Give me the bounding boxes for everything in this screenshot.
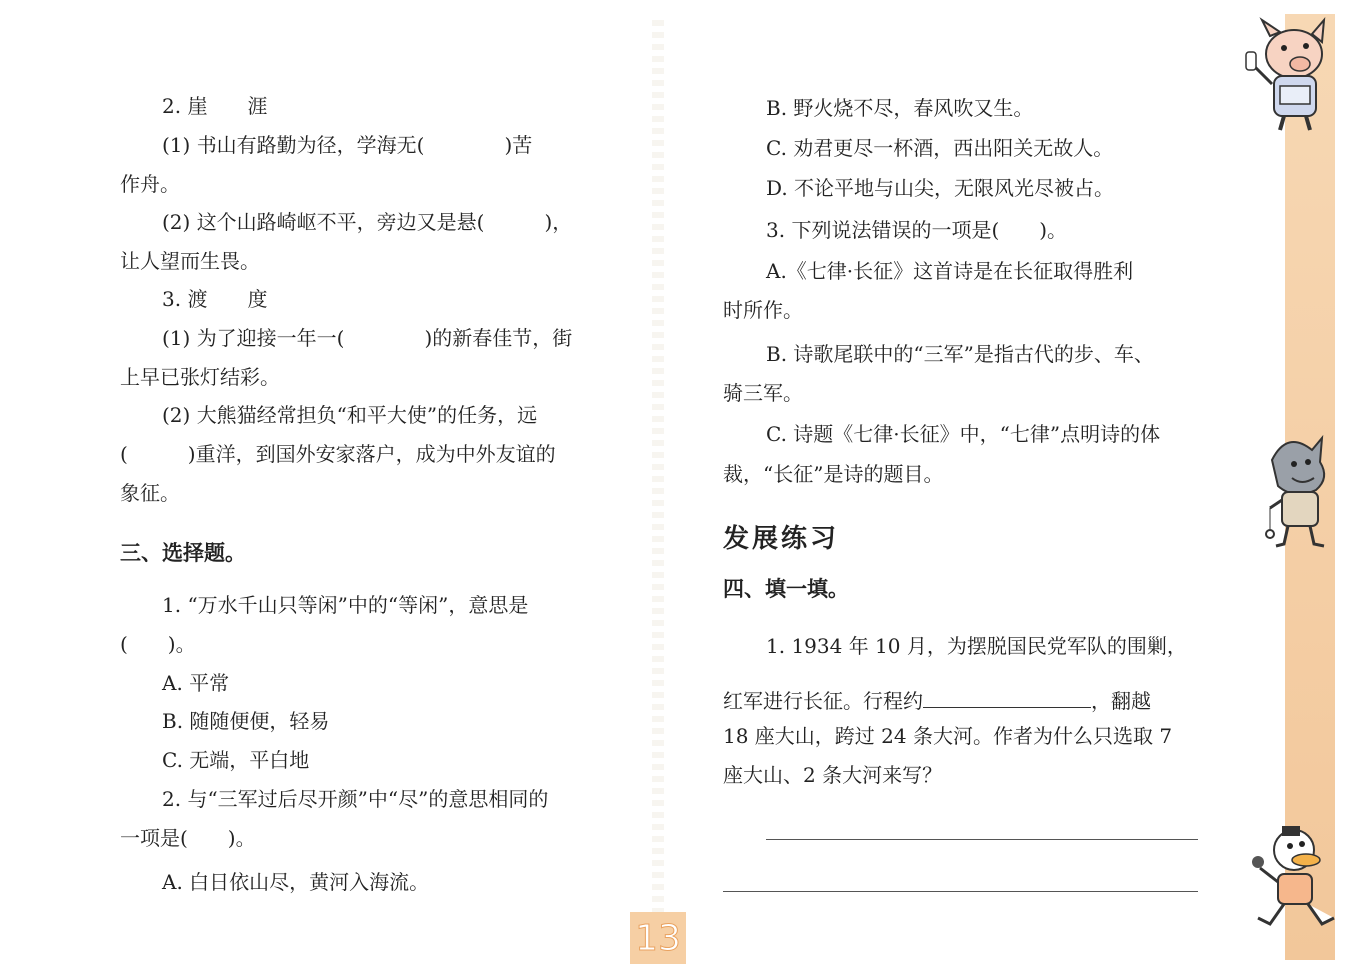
development-practice-title: 发展练习 xyxy=(723,524,840,554)
q3-option-a: A.《七律·长征》这首诗是在长征取得胜利 xyxy=(766,259,1134,283)
q2-stem-cont: 一项是( )。 xyxy=(120,826,256,850)
q1-option-c: C. 无端，平白地 xyxy=(162,748,310,772)
sentence-3-1: (1) 为了迎接一年一( )的新春佳节，街 xyxy=(162,326,573,350)
distance-blank[interactable] xyxy=(923,687,1091,708)
section-4-heading: 四、填一填。 xyxy=(723,577,849,601)
sentence-3-2-end: 象征。 xyxy=(120,481,180,505)
q1-answer-blank: ( )。 xyxy=(120,632,196,656)
sentence-3-2: (2) 大熊猫经常担负“和平大使”的任务，远 xyxy=(162,403,538,427)
q3-option-b: B. 诗歌尾联中的“三军”是指古代的步、车、 xyxy=(766,342,1154,366)
sentence-3-2-cont: ( )重洋，到国外安家落户，成为中外友谊的 xyxy=(120,442,556,466)
pig-mascot-icon xyxy=(1232,14,1342,134)
sentence-2-2: (2) 这个山路崎岖不平，旁边又是悬( )， xyxy=(162,210,573,234)
duck-mascot-icon xyxy=(1232,820,1342,940)
q1-option-b: B. 随随便便，轻易 xyxy=(162,709,330,733)
sentence-2-2-cont: 让人望而生畏。 xyxy=(120,249,260,273)
q3-option-b-cont: 骑三军。 xyxy=(723,381,803,405)
answer-line-2[interactable] xyxy=(723,891,1198,892)
q3-option-c: C. 诗题《七律·长征》中，“七律”点明诗的体 xyxy=(766,422,1161,446)
q3-option-a-cont: 时所作。 xyxy=(723,298,803,322)
answer-line-1[interactable] xyxy=(766,839,1198,840)
fill-q1-text-before: 红军进行长征。行程约 xyxy=(723,689,923,713)
fill-q1-line3: 18 座大山，跨过 24 条大河。作者为什么只选取 7 xyxy=(723,724,1173,748)
q3-option-c-cont: 裁，“长征”是诗的题目。 xyxy=(723,462,944,486)
q3-stem: 3. 下列说法错误的一项是( )。 xyxy=(766,218,1068,242)
q1-option-a: A. 平常 xyxy=(162,671,230,695)
sentence-2-1-cont: 作舟。 xyxy=(120,172,180,196)
section-3-heading: 三、选择题。 xyxy=(120,541,246,565)
sentence-2-1: (1) 书山有路勤为径，学海无( )苦 xyxy=(162,133,533,157)
q2-option-c: C. 劝君更尽一杯酒，西出阳关无故人。 xyxy=(766,136,1114,160)
left-page xyxy=(0,0,660,977)
q1-stem: 1. “万水千山只等闲”中的“等闲”，意思是 xyxy=(162,593,529,617)
sentence-3-1-cont: 上早已张灯结彩。 xyxy=(120,365,280,389)
q2-option-a: A. 白日依山尽，黄河入海流。 xyxy=(162,870,430,894)
q2-option-d: D. 不论平地与山尖，无限风光尽被占。 xyxy=(766,176,1115,200)
q2-option-b: B. 野火烧不尽，春风吹又生。 xyxy=(766,96,1034,120)
fill-q1-line2 xyxy=(723,687,1151,715)
page-number: 13 xyxy=(630,912,686,964)
item-2-header: 2. 崖 涯 xyxy=(162,94,268,118)
fill-q1-stem: 1. 1934 年 10 月，为摆脱国民党军队的围剿， xyxy=(766,634,1187,658)
wolf-mascot-icon xyxy=(1232,430,1342,550)
item-3-header: 3. 渡 度 xyxy=(162,287,268,311)
fill-q1-line4: 座大山、2 条大河来写？ xyxy=(723,763,943,787)
fill-q1-text-after: ，翻越 xyxy=(1091,689,1151,713)
q2-stem: 2. 与“三军过后尽开颜”中“尽”的意思相同的 xyxy=(162,787,549,811)
